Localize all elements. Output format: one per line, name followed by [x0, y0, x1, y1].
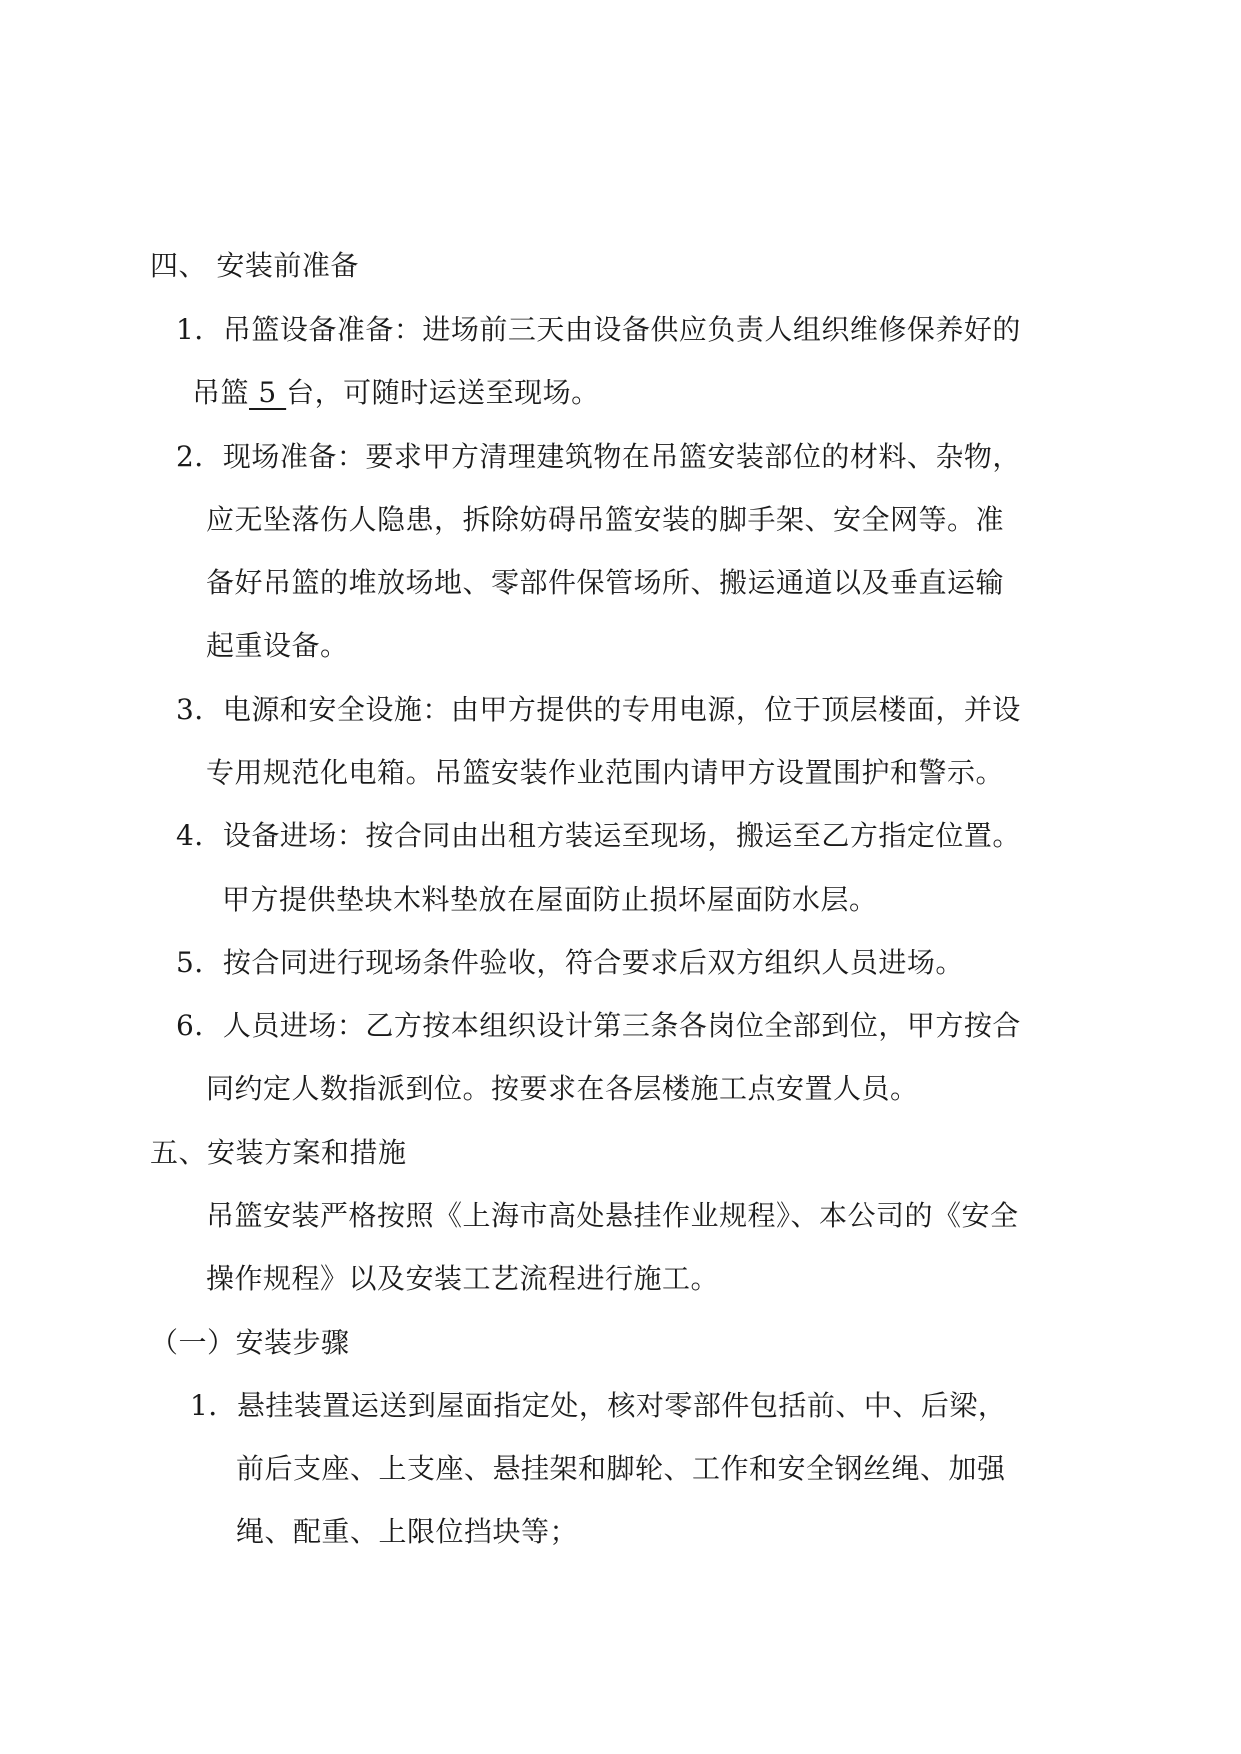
item-1-line-2-suffix: 台，可随时运送至现场。 [286, 376, 600, 409]
section-5-heading: 五、安装方案和措施 [150, 1136, 407, 1169]
section-5-intro-line-2: 操作规程》以及安装工艺流程进行施工。 [206, 1262, 720, 1295]
item-3-line-1: 3．电源和安全设施：由甲方提供的专用电源，位于顶层楼面，并设 [176, 693, 1021, 726]
step-1-line-1: 1．悬挂装置运送到屋面指定处，核对零部件包括前、中、后梁， [190, 1389, 1007, 1422]
step-1-line-2: 前后支座、上支座、悬挂架和脚轮、工作和安全钢丝绳、加强 [236, 1452, 1006, 1485]
item-4-line-2: 甲方提供垫块木料垫放在屋面防止损坏屋面防水层。 [222, 883, 878, 916]
item-6-line-1: 6．人员进场：乙方按本组织设计第三条各岗位全部到位，甲方按合 [176, 1009, 1021, 1042]
section-5-intro-line-1: 吊篮安装严格按照《上海市高处悬挂作业规程》、本公司的《安全 [206, 1199, 1019, 1232]
item-1-line-2 [192, 373, 600, 413]
item-1-line-1: 1．吊篮设备准备：进场前三天由设备供应负责人组织维修保养好的 [176, 313, 1021, 346]
item-1-line-2-prefix: 吊篮 [192, 376, 250, 409]
item-3-line-2: 专用规范化电箱。吊篮安装作业范围内请甲方设置围护和警示。 [206, 756, 1005, 789]
item-2-line-2: 应无坠落伤人隐患，拆除妨碍吊篮安装的脚手架、安全网等。准 [206, 503, 1005, 536]
item-6-line-2: 同约定人数指派到位。按要求在各层楼施工点安置人员。 [206, 1072, 919, 1105]
subsection-1-heading: （一）安装步骤 [150, 1326, 350, 1359]
item-4-line-1: 4．设备进场：按合同由出租方装运至现场，搬运至乙方指定位置。 [176, 819, 1021, 852]
item-2-line-3: 备好吊篮的堆放场地、零部件保管场所、搬运通道以及垂直运输 [206, 566, 1005, 599]
item-2-line-1: 2．现场准备：要求甲方清理建筑物在吊篮安装部位的材料、杂物， [176, 440, 1021, 473]
item-5-line-1: 5．按合同进行现场条件验收，符合要求后双方组织人员进场。 [176, 946, 964, 979]
item-2-line-4: 起重设备。 [206, 629, 349, 662]
step-1-line-3: 绳、配重、上限位挡块等； [236, 1515, 579, 1548]
basket-quantity: 5 [249, 376, 287, 409]
section-4-heading: 四、 安装前准备 [150, 249, 359, 282]
